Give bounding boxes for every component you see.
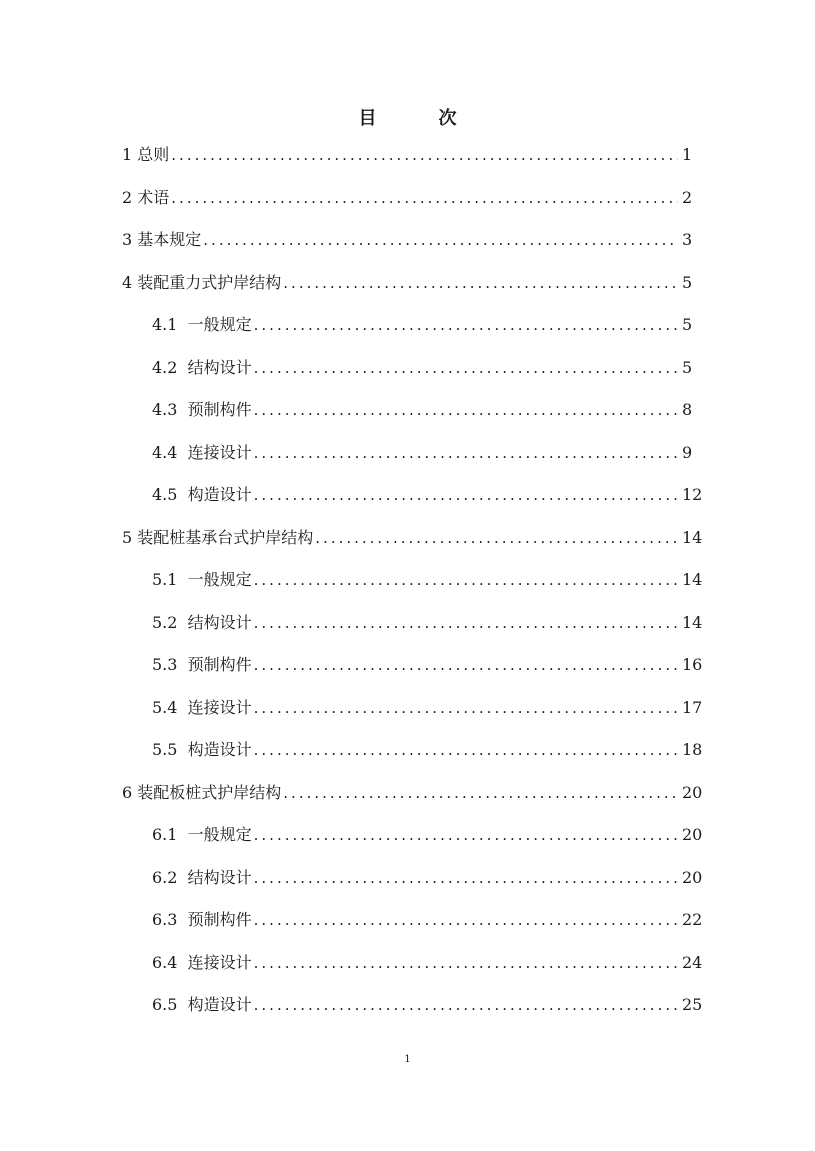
page-number: 1 bbox=[404, 1054, 411, 1065]
toc-dot-leader bbox=[254, 566, 678, 594]
toc-entry-page: 20 bbox=[682, 867, 703, 887]
toc-dot-leader bbox=[254, 949, 678, 977]
toc-entry[interactable] bbox=[122, 354, 692, 397]
toc-entry[interactable] bbox=[122, 269, 692, 312]
toc-entry-page: 24 bbox=[682, 952, 703, 972]
toc-entry-label: 构造设计 bbox=[187, 485, 252, 504]
toc-dot-leader bbox=[254, 609, 678, 637]
toc-entry-number: 6.5 bbox=[152, 995, 188, 1014]
toc-dot-leader bbox=[254, 651, 678, 679]
toc-entry-label: 预制构件 bbox=[187, 910, 252, 929]
toc-entry-page: 20 bbox=[682, 782, 703, 802]
toc-entry-page: 14 bbox=[682, 570, 703, 589]
toc-dot-leader bbox=[254, 354, 678, 382]
toc-entry-page: 14 bbox=[682, 612, 703, 632]
toc-entry-page: 18 bbox=[682, 740, 703, 759]
toc-entry-label: 总则 bbox=[137, 145, 170, 164]
toc-entry-number: 4.5 bbox=[152, 485, 188, 504]
toc-entry-label: 一般规定 bbox=[187, 570, 252, 589]
toc-entry-page: 8 bbox=[682, 400, 693, 419]
toc-dot-leader bbox=[254, 439, 678, 467]
toc-dot-leader bbox=[254, 864, 678, 892]
toc-entry-number: 4.2 bbox=[152, 357, 188, 377]
toc-entry[interactable] bbox=[122, 779, 703, 822]
toc-entry[interactable] bbox=[122, 609, 703, 652]
toc-dot-leader bbox=[203, 226, 678, 254]
toc-entry-label: 连接设计 bbox=[187, 442, 252, 462]
toc-entry[interactable] bbox=[122, 396, 692, 439]
toc-dot-leader bbox=[254, 694, 678, 722]
toc-entry-page: 1 bbox=[682, 145, 693, 164]
toc-dot-leader bbox=[283, 269, 678, 297]
table-of-contents bbox=[122, 141, 703, 1034]
toc-entry[interactable] bbox=[122, 566, 703, 609]
toc-entry-page: 14 bbox=[682, 527, 703, 547]
toc-entry-number: 1 bbox=[122, 145, 138, 164]
toc-entry-label: 构造设计 bbox=[187, 740, 252, 759]
toc-entry-label: 一般规定 bbox=[187, 315, 252, 334]
toc-entry-page: 2 bbox=[682, 187, 693, 207]
toc-entry-page: 16 bbox=[682, 655, 703, 674]
toc-entry-number: 5.5 bbox=[152, 740, 188, 759]
toc-entry[interactable] bbox=[122, 821, 703, 864]
toc-entry[interactable] bbox=[122, 311, 692, 354]
toc-entry-label: 术语 bbox=[137, 187, 170, 207]
toc-entry[interactable] bbox=[122, 226, 692, 269]
toc-dot-leader bbox=[254, 311, 678, 339]
toc-dot-leader bbox=[254, 481, 678, 509]
toc-entry[interactable] bbox=[122, 949, 703, 992]
toc-entry-number: 4 bbox=[122, 272, 138, 292]
toc-entry-number: 5.3 bbox=[152, 655, 188, 674]
toc-entry-number: 6.2 bbox=[152, 867, 188, 887]
toc-entry-number: 6.3 bbox=[152, 910, 188, 929]
toc-entry-number: 6 bbox=[122, 782, 138, 802]
toc-entry-label: 结构设计 bbox=[187, 612, 252, 632]
toc-entry[interactable] bbox=[122, 906, 703, 949]
toc-entry-number: 3 bbox=[122, 230, 138, 249]
toc-entry-label: 预制构件 bbox=[187, 655, 252, 674]
toc-entry-page: 5 bbox=[682, 272, 693, 292]
toc-entry-page: 3 bbox=[682, 230, 693, 249]
toc-title: 目 次 bbox=[358, 108, 479, 129]
toc-entry[interactable] bbox=[122, 439, 692, 482]
toc-entry-number: 5 bbox=[122, 527, 138, 547]
toc-entry-page: 25 bbox=[682, 995, 703, 1014]
toc-entry[interactable] bbox=[122, 481, 703, 524]
toc-entry[interactable] bbox=[122, 864, 703, 907]
toc-entry-label: 构造设计 bbox=[187, 995, 252, 1014]
toc-entry[interactable] bbox=[122, 141, 692, 184]
toc-entry-label: 结构设计 bbox=[187, 867, 252, 887]
toc-entry-page: 22 bbox=[682, 910, 703, 929]
toc-entry-number: 5.2 bbox=[152, 612, 188, 632]
toc-entry[interactable] bbox=[122, 524, 703, 567]
toc-entry[interactable] bbox=[122, 651, 703, 694]
toc-entry-label: 一般规定 bbox=[187, 825, 252, 844]
toc-dot-leader bbox=[254, 396, 678, 424]
toc-entry-label: 基本规定 bbox=[137, 230, 202, 249]
toc-entry-label: 装配重力式护岸结构 bbox=[137, 272, 282, 292]
toc-dot-leader bbox=[254, 991, 678, 1019]
toc-entry-label: 装配桩基承台式护岸结构 bbox=[137, 527, 314, 547]
toc-entry[interactable] bbox=[122, 184, 692, 227]
toc-dot-leader bbox=[283, 779, 678, 807]
toc-entry-label: 装配板桩式护岸结构 bbox=[137, 782, 282, 802]
toc-entry-number: 5.1 bbox=[152, 570, 188, 589]
toc-entry-page: 20 bbox=[682, 825, 703, 844]
toc-entry[interactable] bbox=[122, 991, 703, 1034]
toc-dot-leader bbox=[315, 524, 678, 552]
toc-entry-page: 12 bbox=[682, 485, 703, 504]
toc-entry-label: 结构设计 bbox=[187, 357, 252, 377]
toc-entry-number: 4.1 bbox=[152, 315, 188, 334]
toc-entry-label: 连接设计 bbox=[187, 952, 252, 972]
toc-dot-leader bbox=[254, 906, 678, 934]
toc-entry-number: 6.4 bbox=[152, 952, 188, 972]
toc-entry-page: 5 bbox=[682, 357, 693, 377]
toc-entry-page: 5 bbox=[682, 315, 693, 334]
toc-entry-number: 6.1 bbox=[152, 825, 188, 844]
toc-entry[interactable] bbox=[122, 736, 703, 779]
toc-entry-number: 4.3 bbox=[152, 400, 188, 419]
toc-entry-page: 9 bbox=[682, 442, 693, 462]
toc-dot-leader bbox=[171, 141, 678, 169]
toc-dot-leader bbox=[254, 821, 678, 849]
toc-dot-leader bbox=[254, 736, 678, 764]
toc-entry-label: 连接设计 bbox=[187, 697, 252, 717]
toc-entry-label: 预制构件 bbox=[187, 400, 252, 419]
toc-entry-number: 2 bbox=[122, 187, 138, 207]
toc-entry-number: 5.4 bbox=[152, 697, 188, 717]
toc-dot-leader bbox=[171, 184, 678, 212]
toc-entry-number: 4.4 bbox=[152, 442, 188, 462]
toc-entry-page: 17 bbox=[682, 697, 703, 717]
toc-entry[interactable] bbox=[122, 694, 703, 737]
